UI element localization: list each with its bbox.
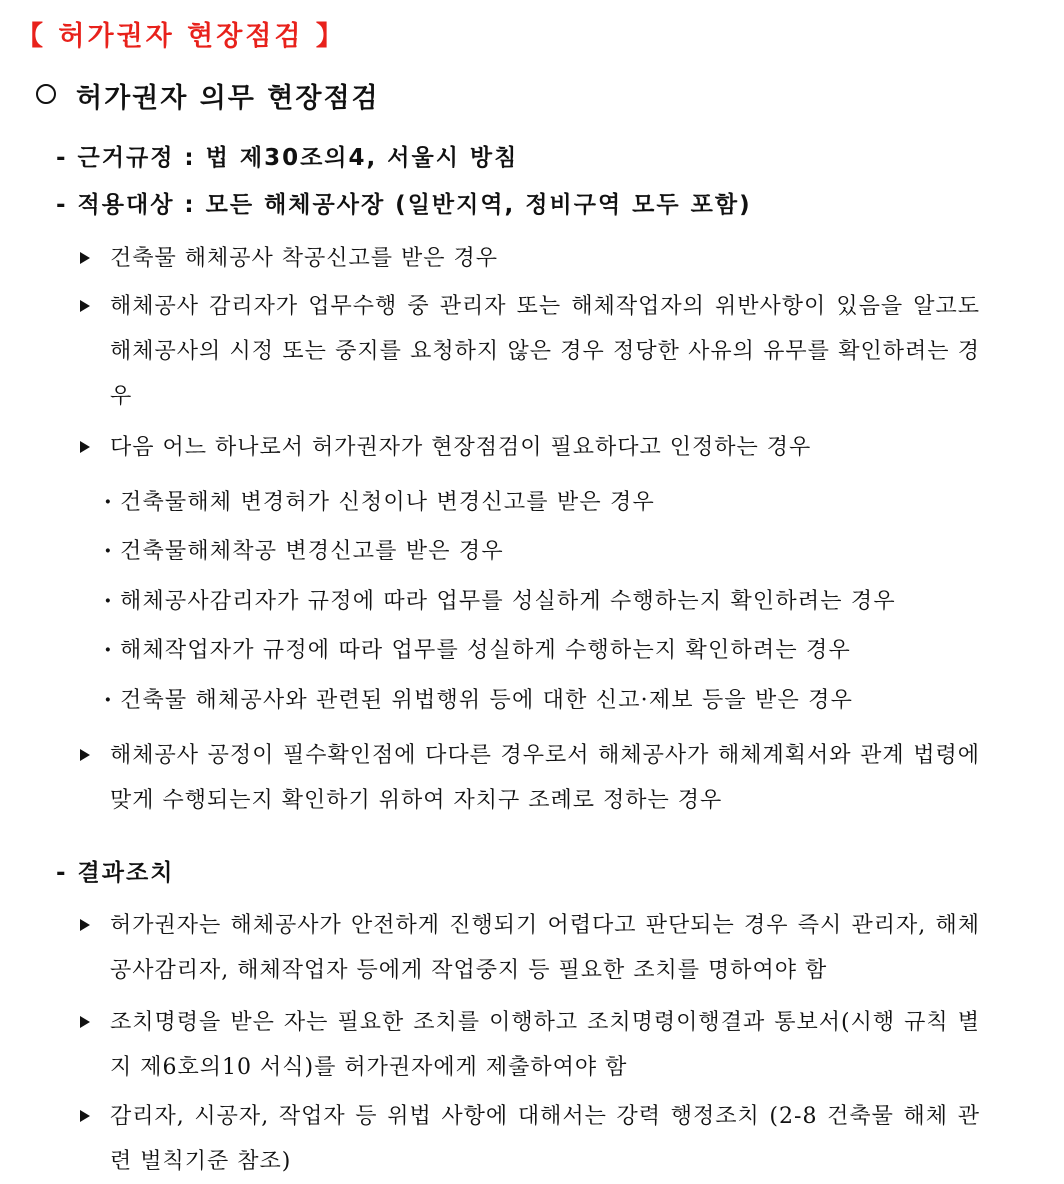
sub-item bbox=[104, 534, 504, 565]
middle-dot-icon: · bbox=[104, 489, 113, 515]
list-item-text: 감리자, 시공자, 작업자 등 위법 사항에 대해서는 강력 행정조치 (2-8 건축물 해체 관련 벌칙기준 참조) bbox=[110, 1104, 980, 1174]
list-item bbox=[80, 1000, 980, 1090]
list-item-text: 허가권자는 해체공사가 안전하게 진행되기 어렵다고 판단되는 경우 즉시 관리자, 해체공사감리자, 해체작업자 등에게 작업중지 등 필요한 조치를 명하여야 함 bbox=[110, 913, 980, 983]
basis-line: - 근거규정 : 법 제30조의4, 서울시 방침 bbox=[56, 145, 519, 171]
list-item bbox=[80, 1094, 980, 1184]
list-item-text: 해체공사 공정이 필수확인점에 다다른 경우로서 해체공사가 해체계획서와 관계 법령에 맞게 수행되는지 확인하기 위하여 자치구 조례로 정하는 경우 bbox=[110, 743, 980, 813]
sub-item-text: 건축물 해체공사와 관련된 위법행위 등에 대한 신고·제보 등을 받은 경우 bbox=[120, 688, 854, 713]
list-item bbox=[80, 903, 980, 993]
middle-dot-icon: · bbox=[104, 637, 113, 663]
sub-item bbox=[104, 683, 853, 714]
sub-item bbox=[104, 485, 655, 516]
sub-item bbox=[104, 633, 851, 664]
section-heading-text: 허가권자 의무 현장점검 bbox=[76, 83, 380, 114]
middle-dot-icon: · bbox=[104, 538, 113, 564]
sub-item-text: 건축물해체 변경허가 신청이나 변경신고를 받은 경우 bbox=[120, 490, 655, 515]
triangle-bullet-icon bbox=[80, 1016, 90, 1028]
list-item bbox=[80, 425, 980, 470]
scope-line: - 적용대상 : 모든 해체공사장 (일반지역, 정비구역 모두 포함) bbox=[56, 192, 752, 218]
sub-item-text: 건축물해체착공 변경신고를 받은 경우 bbox=[120, 539, 504, 564]
triangle-bullet-icon bbox=[80, 749, 90, 761]
list-item bbox=[80, 284, 980, 419]
list-item-text: 다음 어느 하나로서 허가권자가 현장점검이 필요하다고 인정하는 경우 bbox=[110, 435, 812, 460]
sub-item-text: 해체공사감리자가 규정에 따라 업무를 성실하게 수행하는지 확인하려는 경우 bbox=[120, 589, 896, 614]
sub-item-text: 해체작업자가 규정에 따라 업무를 성실하게 수행하는지 확인하려는 경우 bbox=[120, 638, 851, 663]
result-heading: - 결과조치 bbox=[56, 860, 175, 886]
document-title: 【 허가권자 현장점검 】 bbox=[16, 21, 346, 52]
triangle-bullet-icon bbox=[80, 252, 90, 264]
triangle-bullet-icon bbox=[80, 300, 90, 312]
sub-item bbox=[104, 584, 896, 615]
triangle-bullet-icon bbox=[80, 441, 90, 453]
triangle-bullet-icon bbox=[80, 919, 90, 931]
middle-dot-icon: · bbox=[104, 588, 113, 614]
list-item-text: 조치명령을 받은 자는 필요한 조치를 이행하고 조치명령이행결과 통보서(시행 규칙 별지 제6호의10 서식)를 허가권자에게 제출하여야 함 bbox=[110, 1010, 980, 1080]
list-item-text: 해체공사 감리자가 업무수행 중 관리자 또는 해체작업자의 위반사항이 있음을 알고도 해체공사의 시정 또는 중지를 요청하지 않은 경우 정당한 사유의 유무를 확인하려는 경우 bbox=[110, 294, 980, 409]
list-item-text: 건축물 해체공사 착공신고를 받은 경우 bbox=[110, 246, 499, 271]
middle-dot-icon: · bbox=[104, 687, 113, 713]
circle-bullet-icon bbox=[36, 84, 56, 104]
triangle-bullet-icon bbox=[80, 1110, 90, 1122]
section-heading bbox=[36, 76, 380, 115]
list-item bbox=[80, 236, 980, 281]
list-item bbox=[80, 733, 980, 823]
